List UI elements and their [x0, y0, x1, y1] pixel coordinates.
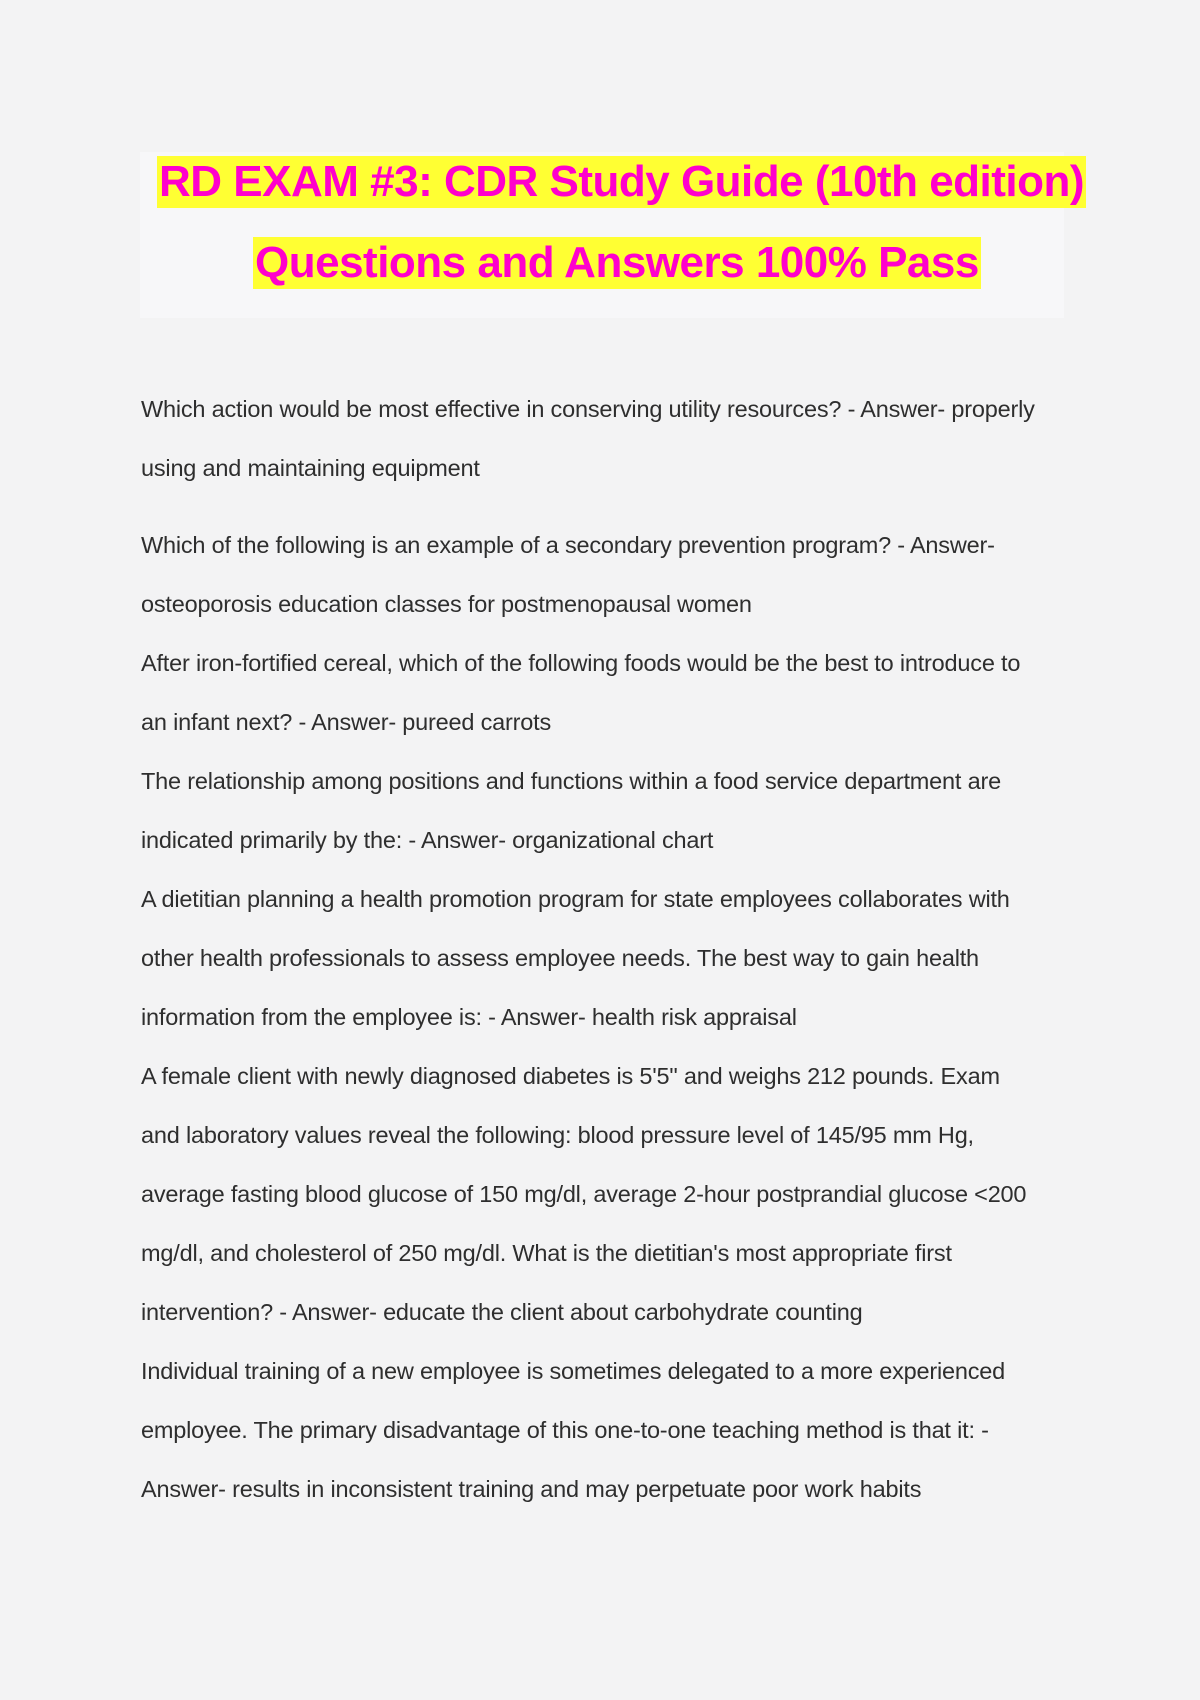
- qa-line: Which of the following is an example of a secondary prevention program? - Answer-: [141, 532, 995, 558]
- qa-item: [141, 1342, 1061, 1519]
- qa-line: Individual training of a new employee is sometimes delegated to a more experienced: [141, 1358, 1006, 1384]
- qa-item: [141, 634, 1061, 752]
- qa-line: employee. The primary disadvantage of this one-to-one teaching method is that it: -: [141, 1417, 989, 1443]
- qa-item: [141, 752, 1061, 870]
- qa-item: [141, 1047, 1061, 1342]
- qa-line: other health professionals to assess employee needs. The best way to gain health: [141, 945, 979, 971]
- qa-line: A female client with newly diagnosed diabetes is 5'5" and weighs 212 pounds. Exam: [141, 1063, 1000, 1089]
- document-body: [141, 380, 1061, 1519]
- qa-line: After iron-fortified cereal, which of the following foods would be the best to introduce to: [141, 650, 1021, 676]
- qa-line: information from the employee is: - Answer- health risk appraisal: [141, 1004, 797, 1030]
- qa-line: mg/dl, and cholesterol of 250 mg/dl. What is the dietitian's most appropriate first: [141, 1240, 952, 1266]
- qa-line: A dietitian planning a health promotion program for state employees collaborates with: [141, 886, 1010, 912]
- qa-line: The relationship among positions and functions within a food service department are: [141, 768, 1001, 794]
- qa-line: and laboratory values reveal the following: blood pressure level of 145/95 mm Hg,: [141, 1122, 974, 1148]
- qa-item: [141, 870, 1061, 1047]
- qa-line: osteoporosis education classes for postmenopausal women: [141, 591, 752, 617]
- title-block: [140, 152, 1085, 318]
- qa-line: indicated primarily by the: - Answer- organizational chart: [141, 827, 714, 853]
- qa-line: an infant next? - Answer- pureed carrots: [141, 709, 551, 735]
- qa-line: intervention? - Answer- educate the client about carbohydrate counting: [141, 1299, 863, 1325]
- qa-item: [141, 516, 1061, 634]
- document-title-line-2: Questions and Answers 100% Pass: [255, 238, 979, 287]
- qa-line: Answer- results in inconsistent training and may perpetuate poor work habits: [141, 1476, 922, 1502]
- qa-line: average fasting blood glucose of 150 mg/dl, average 2-hour postprandial glucose <200: [141, 1181, 1027, 1207]
- document-title-line-1: RD EXAM #3: CDR Study Guide (10th edition): [159, 157, 1085, 206]
- qa-item: [141, 380, 1061, 498]
- qa-line: using and maintaining equipment: [141, 455, 480, 481]
- qa-line: Which action would be most effective in conserving utility resources? - Answer- properly: [141, 396, 1035, 422]
